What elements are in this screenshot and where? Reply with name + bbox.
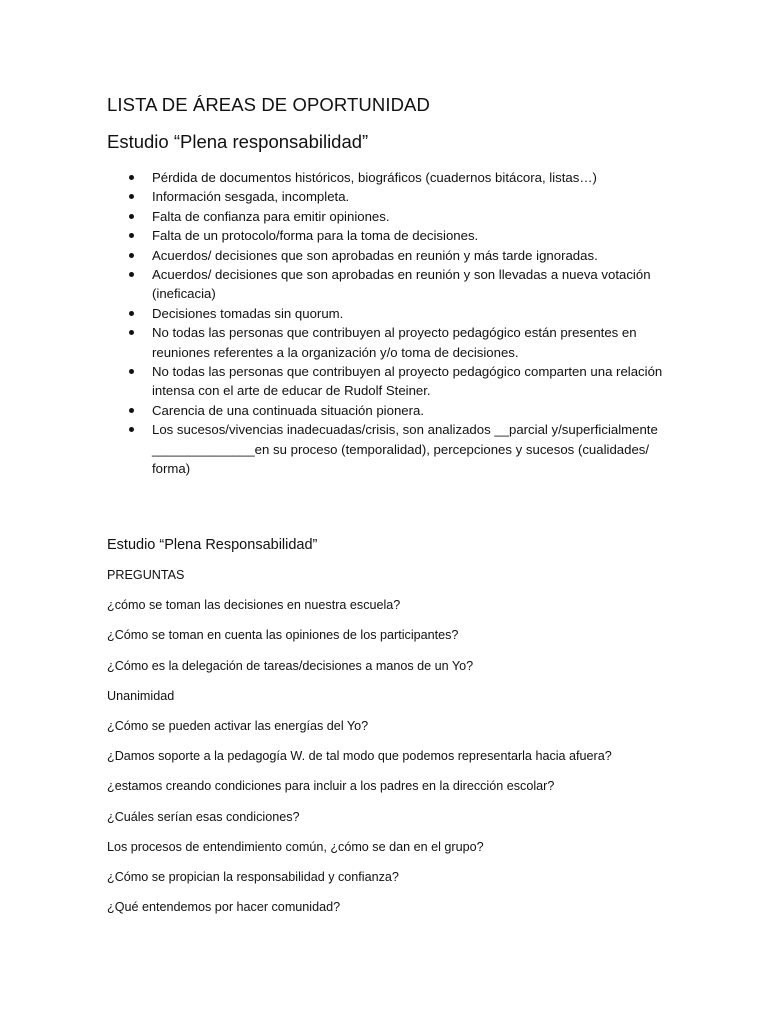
- bullet-icon: [129, 272, 134, 277]
- list-item-text: Decisiones tomadas sin quorum.: [152, 305, 344, 321]
- opportunity-list: [127, 168, 667, 479]
- list-item-text: No todas las personas que contribuyen al proyecto pedagógico comparten una relación intensa con el arte de educar de Rudolf Steiner.: [152, 364, 663, 399]
- list-item-text: Los sucesos/vivencias inadecuadas/crisis, son analizados __parcial y/superficialmente ______________en su proceso (temporalidad), percepciones y sucesos (cualidades/ forma): [152, 422, 658, 477]
- bullet-icon: [129, 369, 134, 374]
- list-item-text: No todas las personas que contribuyen al proyecto pedagógico están presentes en reuniones referentes a la organización y/o toma de decisiones.: [152, 325, 637, 360]
- list-item: [127, 187, 667, 206]
- page-title: LISTA DE ÁREAS DE OPORTUNIDAD: [107, 94, 430, 115]
- list-item: [127, 420, 667, 478]
- list-item: [127, 265, 667, 304]
- list-item: [127, 401, 667, 420]
- list-item-text: Acuerdos/ decisiones que son aprobadas en reunión y son llevadas a nueva votación (ineficacia): [152, 267, 651, 302]
- list-item-text: Falta de confianza para emitir opiniones.: [152, 208, 390, 224]
- bullet-icon: [129, 408, 134, 413]
- question-line: ¿Cómo se pueden activar las energías del Yo?: [107, 718, 369, 733]
- list-item: [127, 168, 667, 187]
- list-item: [127, 323, 667, 362]
- list-item-text: Información sesgada, incompleta.: [152, 189, 350, 205]
- bullet-icon: [129, 427, 134, 432]
- list-item-text: Carencia de una continuada situación pionera.: [152, 402, 424, 418]
- question-line: ¿Cómo es la delegación de tareas/decisiones a manos de un Yo?: [107, 658, 474, 673]
- question-line: ¿Cuáles serían esas condiciones?: [107, 809, 300, 824]
- question-line: Los procesos de entendimiento común, ¿cómo se dan en el grupo?: [107, 839, 484, 854]
- list-item: [127, 304, 667, 323]
- question-line: ¿Qué entendemos por hacer comunidad?: [107, 900, 341, 915]
- section-title: Estudio “Plena Responsabilidad”: [107, 537, 318, 553]
- page-subtitle: Estudio “Plena responsabilidad”: [107, 131, 369, 152]
- question-line: ¿cómo se toman las decisiones en nuestra escuela?: [107, 598, 401, 613]
- list-item: [127, 362, 667, 401]
- questions-section: [107, 537, 707, 929]
- question-line: ¿Cómo se toman en cuenta las opiniones de los participantes?: [107, 628, 459, 643]
- bullet-icon: [129, 175, 134, 180]
- bullet-icon: [129, 253, 134, 258]
- list-item-text: Acuerdos/ decisiones que son aprobadas en reunión y más tarde ignoradas.: [152, 247, 598, 263]
- question-line: Unanimidad: [107, 688, 175, 703]
- bullet-icon: [129, 214, 134, 219]
- bullet-icon: [129, 311, 134, 316]
- question-line: ¿Damos soporte a la pedagogía W. de tal modo que podemos representarla hacia afuera?: [107, 749, 612, 764]
- list-item-text: Pérdida de documentos históricos, biográficos (cuadernos bitácora, listas…): [152, 170, 597, 185]
- question-line: ¿Cómo se propician la responsabilidad y confianza?: [107, 869, 399, 884]
- list-item-text: Falta de un protocolo/forma para la toma de decisiones.: [152, 228, 479, 244]
- section-label: PREGUNTAS: [107, 568, 185, 582]
- list-item: [127, 226, 667, 245]
- bullet-icon: [129, 194, 134, 199]
- bullet-icon: [129, 233, 134, 238]
- bullet-icon: [129, 330, 134, 335]
- list-item: [127, 207, 667, 226]
- question-line: ¿estamos creando condiciones para incluir a los padres en la dirección escolar?: [107, 779, 555, 794]
- list-item: [127, 246, 667, 265]
